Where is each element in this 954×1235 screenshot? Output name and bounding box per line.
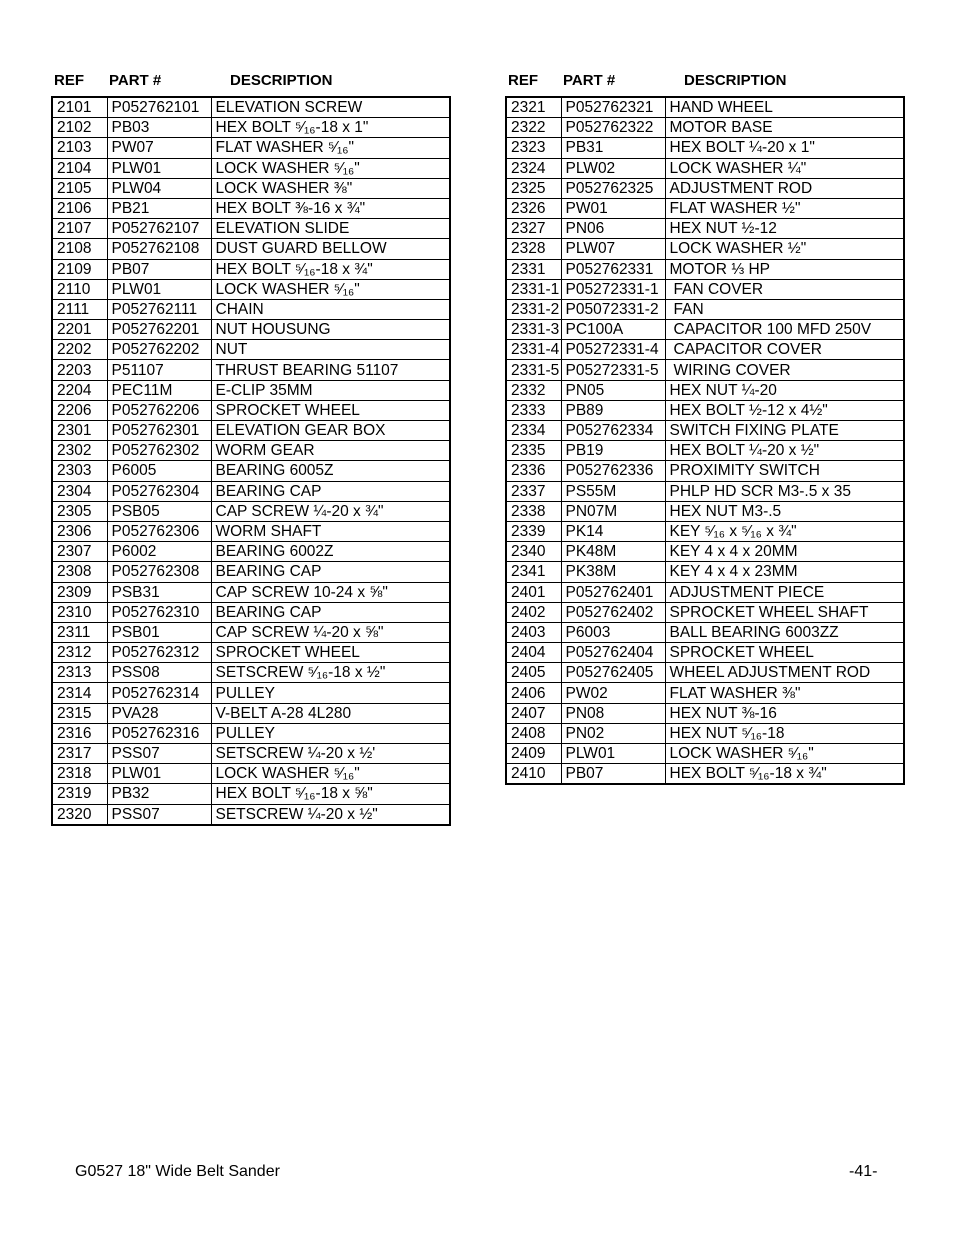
description-cell: FLAT WASHER ⁵⁄₁₆" [211, 138, 450, 158]
description-cell: V-BELT A-28 4L280 [211, 703, 450, 723]
part-number-cell: P052762302 [107, 441, 211, 461]
description-cell: HEX BOLT ½-12 x 4½" [665, 400, 904, 420]
ref-cell: 2203 [52, 360, 107, 380]
description-cell: PULLEY [211, 723, 450, 743]
description-cell: FLAT WASHER ½" [665, 198, 904, 218]
description-cell: CAP SCREW ¼-20 x ⅝" [211, 622, 450, 642]
part-number-cell: PN06 [561, 219, 665, 239]
part-number-cell: PK38M [561, 562, 665, 582]
table-row [52, 643, 450, 663]
ref-cell: 2331 [506, 259, 561, 279]
table-row [52, 521, 450, 541]
description-cell: THRUST BEARING 51107 [211, 360, 450, 380]
description-cell: CHAIN [211, 299, 450, 319]
ref-cell: 2409 [506, 744, 561, 764]
part-number-cell: PSB01 [107, 622, 211, 642]
table-row [506, 178, 904, 198]
description-cell: HEX BOLT ⁵⁄₁₆-18 x ⅝" [211, 784, 450, 804]
description-cell: BEARING CAP [211, 602, 450, 622]
part-number-cell: P052762316 [107, 723, 211, 743]
part-number-cell: P052762202 [107, 340, 211, 360]
ref-cell: 2206 [52, 400, 107, 420]
table-row [52, 481, 450, 501]
table-row [506, 643, 904, 663]
description-cell: KEY 4 x 4 x 23MM [665, 562, 904, 582]
description-cell: NUT [211, 340, 450, 360]
ref-cell: 2105 [52, 178, 107, 198]
description-cell: SETSCREW ⁵⁄₁₆-18 x ½" [211, 663, 450, 683]
ref-cell: 2323 [506, 138, 561, 158]
part-number-cell: P6002 [107, 542, 211, 562]
description-cell: ADJUSTMENT PIECE [665, 582, 904, 602]
description-cell: DUST GUARD BELLOW [211, 239, 450, 259]
ref-cell: 2311 [52, 622, 107, 642]
ref-cell: 2407 [506, 703, 561, 723]
description-cell: CAP SCREW ¼-20 x ¾" [211, 501, 450, 521]
part-number-cell: PB32 [107, 784, 211, 804]
table-row [506, 380, 904, 400]
left-parts-table [51, 96, 451, 826]
description-cell: HEX NUT ⅜-16 [665, 703, 904, 723]
part-number-cell: PN05 [561, 380, 665, 400]
description-cell: BEARING 6002Z [211, 542, 450, 562]
ref-cell: 2204 [52, 380, 107, 400]
ref-cell: 2101 [52, 97, 107, 118]
table-row [506, 744, 904, 764]
ref-cell: 2327 [506, 219, 561, 239]
part-number-cell: PK14 [561, 521, 665, 541]
table-row [506, 602, 904, 622]
description-cell: CAP SCREW 10-24 x ⅝" [211, 582, 450, 602]
table-row [52, 683, 450, 703]
ref-cell: 2201 [52, 320, 107, 340]
ref-cell: 2331-5 [506, 360, 561, 380]
table-row [506, 663, 904, 683]
description-cell: HEX BOLT ¼-20 x 1" [665, 138, 904, 158]
table-row [52, 380, 450, 400]
table-row [506, 279, 904, 299]
description-cell: ELEVATION SLIDE [211, 219, 450, 239]
table-row [52, 804, 450, 825]
part-number-cell: PB03 [107, 118, 211, 138]
ref-cell: 2410 [506, 764, 561, 785]
table-row [506, 118, 904, 138]
part-number-cell: PSS08 [107, 663, 211, 683]
part-number-cell: P052762405 [561, 663, 665, 683]
ref-cell: 2302 [52, 441, 107, 461]
ref-cell: 2341 [506, 562, 561, 582]
ref-cell: 2331-2 [506, 299, 561, 319]
description-cell: ELEVATION SCREW [211, 97, 450, 118]
table-row [506, 97, 904, 118]
description-cell: CAPACITOR 100 MFD 250V [665, 320, 904, 340]
table-row [506, 542, 904, 562]
table-row [506, 219, 904, 239]
table-row [52, 723, 450, 743]
part-number-cell: P052762334 [561, 421, 665, 441]
table-row [52, 461, 450, 481]
table-row [506, 138, 904, 158]
table-row [52, 562, 450, 582]
ref-cell: 2110 [52, 279, 107, 299]
part-number-cell: P052762322 [561, 118, 665, 138]
part-number-cell: P052762108 [107, 239, 211, 259]
table-row [506, 299, 904, 319]
ref-cell: 2313 [52, 663, 107, 683]
description-cell: LOCK WASHER ⁵⁄₁₆" [211, 764, 450, 784]
part-number-cell: PN08 [561, 703, 665, 723]
table-row [52, 542, 450, 562]
part-number-cell: PLW07 [561, 239, 665, 259]
table-row [52, 421, 450, 441]
description-header: DESCRIPTION [684, 72, 787, 89]
part-number-cell: PS55M [561, 481, 665, 501]
part-number-cell: PC100A [561, 320, 665, 340]
part-number-cell: PSB05 [107, 501, 211, 521]
table-row [506, 421, 904, 441]
table-row [52, 784, 450, 804]
table-row [506, 683, 904, 703]
description-cell: BALL BEARING 6003ZZ [665, 622, 904, 642]
ref-cell: 2307 [52, 542, 107, 562]
ref-cell: 2317 [52, 744, 107, 764]
part-number-cell: PB19 [561, 441, 665, 461]
ref-cell: 2107 [52, 219, 107, 239]
table-row [52, 744, 450, 764]
ref-cell: 2301 [52, 421, 107, 441]
description-cell: SPROCKET WHEEL [665, 643, 904, 663]
part-number-cell: PB21 [107, 198, 211, 218]
table-row [52, 703, 450, 723]
table-row [52, 441, 450, 461]
table-row [52, 198, 450, 218]
table-row [52, 158, 450, 178]
ref-cell: 2331-3 [506, 320, 561, 340]
part-number-cell: P052762107 [107, 219, 211, 239]
description-cell: SETSCREW ¼-20 x ½" [211, 804, 450, 825]
ref-cell: 2331-4 [506, 340, 561, 360]
ref-cell: 2338 [506, 501, 561, 521]
description-cell: LOCK WASHER ⁵⁄₁₆" [211, 158, 450, 178]
table-row [506, 481, 904, 501]
table-row [506, 198, 904, 218]
part-number-cell: P6005 [107, 461, 211, 481]
description-cell: HEX BOLT ¼-20 x ½" [665, 441, 904, 461]
table-row [506, 521, 904, 541]
description-cell: HEX BOLT ⁵⁄₁₆-18 x ¾" [665, 764, 904, 785]
ref-cell: 2337 [506, 481, 561, 501]
ref-cell: 2108 [52, 239, 107, 259]
table-row [52, 279, 450, 299]
table-row [52, 400, 450, 420]
table-row [506, 259, 904, 279]
description-header: DESCRIPTION [230, 72, 333, 89]
part-number-cell: PK48M [561, 542, 665, 562]
footer-title: G0527 18" Wide Belt Sander [75, 1163, 280, 1180]
part-number-cell: P052762101 [107, 97, 211, 118]
table-row [52, 259, 450, 279]
description-cell: CAPACITOR COVER [665, 340, 904, 360]
description-cell: SPROCKET WHEEL [211, 400, 450, 420]
part-number-cell: PB31 [561, 138, 665, 158]
table-row [506, 360, 904, 380]
description-cell: FAN [665, 299, 904, 319]
table-row [52, 501, 450, 521]
table-row [506, 622, 904, 642]
part-number-cell: PVA28 [107, 703, 211, 723]
description-cell: ADJUSTMENT ROD [665, 178, 904, 198]
table-row [52, 239, 450, 259]
table-row [52, 118, 450, 138]
description-cell: SETSCREW ¼-20 x ½' [211, 744, 450, 764]
ref-cell: 2321 [506, 97, 561, 118]
part-number-cell: P052762336 [561, 461, 665, 481]
table-row [52, 97, 450, 118]
description-cell: SPROCKET WHEEL [211, 643, 450, 663]
part-number-cell: P05272331-5 [561, 360, 665, 380]
ref-cell: 2402 [506, 602, 561, 622]
ref-cell: 2404 [506, 643, 561, 663]
part-number-cell: P6003 [561, 622, 665, 642]
ref-cell: 2340 [506, 542, 561, 562]
ref-cell: 2335 [506, 441, 561, 461]
right-parts-column [505, 72, 903, 785]
ref-cell: 2312 [52, 643, 107, 663]
description-cell: HEX NUT M3-.5 [665, 501, 904, 521]
part-number-cell: P052762306 [107, 521, 211, 541]
description-cell: WORM SHAFT [211, 521, 450, 541]
part-number-cell: PB07 [107, 259, 211, 279]
ref-cell: 2325 [506, 178, 561, 198]
description-cell: LOCK WASHER ½" [665, 239, 904, 259]
part-header: PART # [109, 72, 162, 89]
description-cell: WORM GEAR [211, 441, 450, 461]
table-row [506, 501, 904, 521]
part-number-cell: P05072331-2 [561, 299, 665, 319]
part-number-cell: P052762301 [107, 421, 211, 441]
description-cell: HEX NUT ½-12 [665, 219, 904, 239]
table-row [52, 360, 450, 380]
ref-cell: 2103 [52, 138, 107, 158]
part-number-cell: PLW01 [107, 158, 211, 178]
description-cell: HAND WHEEL [665, 97, 904, 118]
table-row [506, 441, 904, 461]
part-number-cell: P052762201 [107, 320, 211, 340]
table-row [52, 320, 450, 340]
table-row [506, 764, 904, 785]
ref-cell: 2202 [52, 340, 107, 360]
part-number-cell: PSB31 [107, 582, 211, 602]
part-number-cell: P052762314 [107, 683, 211, 703]
ref-cell: 2406 [506, 683, 561, 703]
page-number: -41- [849, 1163, 878, 1180]
ref-cell: 2109 [52, 259, 107, 279]
ref-cell: 2318 [52, 764, 107, 784]
description-cell: HEX NUT ⁵⁄₁₆-18 [665, 723, 904, 743]
part-number-cell: PEC11M [107, 380, 211, 400]
ref-cell: 2336 [506, 461, 561, 481]
table-row [52, 299, 450, 319]
ref-cell: 2111 [52, 299, 107, 319]
part-number-cell: PLW01 [561, 744, 665, 764]
table-row [506, 582, 904, 602]
table-row [506, 400, 904, 420]
table-row [52, 764, 450, 784]
part-number-cell: P052762310 [107, 602, 211, 622]
description-cell: MOTOR BASE [665, 118, 904, 138]
ref-header: REF [508, 72, 538, 89]
part-number-cell: P052762206 [107, 400, 211, 420]
description-cell: FAN COVER [665, 279, 904, 299]
ref-cell: 2314 [52, 683, 107, 703]
part-number-cell: P052762401 [561, 582, 665, 602]
ref-cell: 2401 [506, 582, 561, 602]
part-number-cell: PB07 [561, 764, 665, 785]
table-row [52, 219, 450, 239]
description-cell: BEARING CAP [211, 481, 450, 501]
ref-cell: 2104 [52, 158, 107, 178]
part-number-cell: PN07M [561, 501, 665, 521]
description-cell: WHEEL ADJUSTMENT ROD [665, 663, 904, 683]
table-row [506, 703, 904, 723]
part-number-cell: P052762325 [561, 178, 665, 198]
ref-cell: 2322 [506, 118, 561, 138]
description-cell: HEX BOLT ⁵⁄₁₆-18 x ¾" [211, 259, 450, 279]
description-cell: LOCK WASHER ⁵⁄₁₆" [211, 279, 450, 299]
part-number-cell: PLW01 [107, 764, 211, 784]
table-row [52, 138, 450, 158]
description-cell: PROXIMITY SWITCH [665, 461, 904, 481]
description-cell: WIRING COVER [665, 360, 904, 380]
table-row [506, 320, 904, 340]
part-number-cell: PSS07 [107, 804, 211, 825]
description-cell: BEARING CAP [211, 562, 450, 582]
table-row [506, 158, 904, 178]
ref-cell: 2320 [52, 804, 107, 825]
ref-cell: 2339 [506, 521, 561, 541]
description-cell: SPROCKET WHEEL SHAFT [665, 602, 904, 622]
part-number-cell: PSS07 [107, 744, 211, 764]
part-number-cell: PW02 [561, 683, 665, 703]
part-number-cell: P052762304 [107, 481, 211, 501]
description-cell: ELEVATION GEAR BOX [211, 421, 450, 441]
ref-header: REF [54, 72, 84, 89]
ref-cell: 2308 [52, 562, 107, 582]
ref-cell: 2324 [506, 158, 561, 178]
ref-cell: 2408 [506, 723, 561, 743]
table-row [506, 723, 904, 743]
description-cell: LOCK WASHER ⁵⁄₁₆" [665, 744, 904, 764]
description-cell: E-CLIP 35MM [211, 380, 450, 400]
description-cell: PULLEY [211, 683, 450, 703]
left-column-header [51, 72, 449, 96]
ref-cell: 2333 [506, 400, 561, 420]
ref-cell: 2405 [506, 663, 561, 683]
part-number-cell: PLW01 [107, 279, 211, 299]
table-row [506, 461, 904, 481]
ref-cell: 2305 [52, 501, 107, 521]
description-cell: FLAT WASHER ⅜" [665, 683, 904, 703]
description-cell: KEY 4 x 4 x 20MM [665, 542, 904, 562]
part-number-cell: PLW04 [107, 178, 211, 198]
table-row [52, 663, 450, 683]
part-number-cell: PW01 [561, 198, 665, 218]
table-row [506, 239, 904, 259]
ref-cell: 2315 [52, 703, 107, 723]
description-cell: KEY ⁵⁄₁₆ x ⁵⁄₁₆ x ¾" [665, 521, 904, 541]
ref-cell: 2306 [52, 521, 107, 541]
table-row [506, 562, 904, 582]
description-cell: LOCK WASHER ¼" [665, 158, 904, 178]
part-number-cell: P052762402 [561, 602, 665, 622]
part-number-cell: P052762331 [561, 259, 665, 279]
ref-cell: 2331-1 [506, 279, 561, 299]
ref-cell: 2106 [52, 198, 107, 218]
ref-cell: 2319 [52, 784, 107, 804]
right-column-header [505, 72, 903, 96]
part-number-cell: PW07 [107, 138, 211, 158]
description-cell: LOCK WASHER ⅜" [211, 178, 450, 198]
description-cell: PHLP HD SCR M3-.5 x 35 [665, 481, 904, 501]
table-row [52, 602, 450, 622]
part-number-cell: P052762312 [107, 643, 211, 663]
part-number-cell: P51107 [107, 360, 211, 380]
ref-cell: 2326 [506, 198, 561, 218]
right-parts-table [505, 96, 905, 785]
part-number-cell: P052762321 [561, 97, 665, 118]
ref-cell: 2328 [506, 239, 561, 259]
part-number-cell: PN02 [561, 723, 665, 743]
ref-cell: 2332 [506, 380, 561, 400]
table-row [506, 340, 904, 360]
ref-cell: 2303 [52, 461, 107, 481]
description-cell: HEX BOLT ⅜-16 x ¾" [211, 198, 450, 218]
description-cell: MOTOR ⅓ HP [665, 259, 904, 279]
part-number-cell: P052762111 [107, 299, 211, 319]
table-row [52, 582, 450, 602]
part-number-cell: PB89 [561, 400, 665, 420]
part-number-cell: P05272331-4 [561, 340, 665, 360]
part-number-cell: P052762308 [107, 562, 211, 582]
description-cell: BEARING 6005Z [211, 461, 450, 481]
ref-cell: 2102 [52, 118, 107, 138]
ref-cell: 2316 [52, 723, 107, 743]
ref-cell: 2309 [52, 582, 107, 602]
part-number-cell: P052762404 [561, 643, 665, 663]
ref-cell: 2334 [506, 421, 561, 441]
left-parts-column [51, 72, 449, 826]
part-header: PART # [563, 72, 616, 89]
description-cell: HEX NUT ¼-20 [665, 380, 904, 400]
table-row [52, 178, 450, 198]
part-number-cell: P05272331-1 [561, 279, 665, 299]
table-row [52, 622, 450, 642]
ref-cell: 2310 [52, 602, 107, 622]
ref-cell: 2304 [52, 481, 107, 501]
description-cell: SWITCH FIXING PLATE [665, 421, 904, 441]
ref-cell: 2403 [506, 622, 561, 642]
description-cell: NUT HOUSUNG [211, 320, 450, 340]
part-number-cell: PLW02 [561, 158, 665, 178]
table-row [52, 340, 450, 360]
description-cell: HEX BOLT ⁵⁄₁₆-18 x 1" [211, 118, 450, 138]
